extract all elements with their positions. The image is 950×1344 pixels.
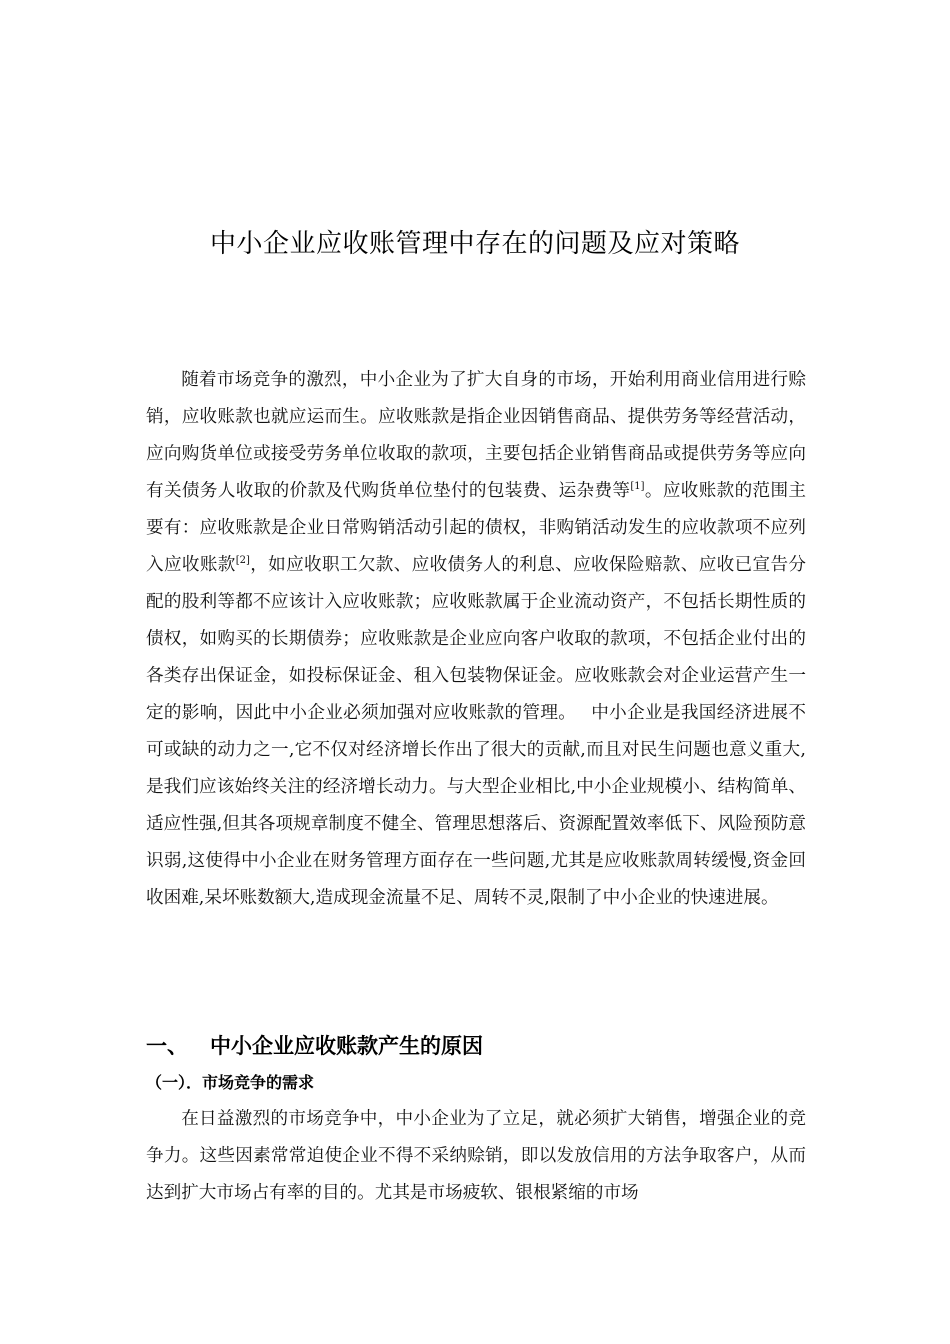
document-title: 中小企业应收账管理中存在的问题及应对策略 <box>209 229 740 259</box>
intro-text-part-3: ，如应收职工欠款、应收债务人的利息、应收保险赔款、应收已宣告分配的股利等都不应该计入应收账款；应收账款属于企业流动资产，不包括长期性质的债权，如购买的长期债券；应收账款是企业应向客户收取的款项，不包括企业付出的各类存出保证金，如投标保证金、租入包装物保证金。应收账款会对企业运营产生一定的影响，因此中小企业必须加强对应收账款的管理。 中小企业是我国经济进展不可或缺的动力之一,它不仅对经济增长作出了很大的贡献,而且对民生问题也意义重大,是我们应该始终关注的经济增长动力。与大型企业相比,中小企业规模小、结构简单、适应性强,但其各项规章制度不健全、管理思想落后、资源配置效率低下、风险预防意识弱,这使得中小企业在财务管理方面存在一些问题,尤其是应收账款周转缓慢,资金回收困难,呆坏账数额大,造成现金流量不足、周转不灵,限制了中小企业的快速进展。 <box>146 555 806 908</box>
citation-ref-1: [1] <box>630 481 645 493</box>
citation-ref-2: [2] <box>235 555 250 567</box>
subsection-paragraph: 在日益激烈的市场竞争中，中小企业为了立足，就必须扩大销售，增强企业的竞争力。这些因素常常迫使企业不得不采纳赊销，即以发放信用的方法争取客户，从而达到扩大市场占有率的目的。尤其是市场疲软、银根紧缩的市场 <box>146 1109 806 1203</box>
subsection-heading: （一）．市场竞争的需求 <box>146 1073 315 1092</box>
section-heading <box>146 1028 483 1064</box>
section-number: 一、 <box>146 1034 188 1058</box>
section-heading-text: 中小企业应收账款产生的原因 <box>210 1034 483 1058</box>
intro-text-part-1: 随着市场竞争的激烈，中小企业为了扩大自身的市场，开始利用商业信用进行赊销，应收账款也就应运而生。应收账款是指企业因销售商品、提供劳务等经营活动，应向购货单位或接受劳务单位收取的款项，主要包括企业销售商品或提供劳务等应向有关债务人收取的价款及代购货单位垫付的包装费、运杂费等 <box>146 370 806 501</box>
intro-text-part-2: 。应收账款的范围主要有：应收账款是企业日常购销活动引起的债权，非购销活动发生的应收款项不应列入应收账款 <box>146 481 806 575</box>
intro-paragraph <box>146 362 806 917</box>
